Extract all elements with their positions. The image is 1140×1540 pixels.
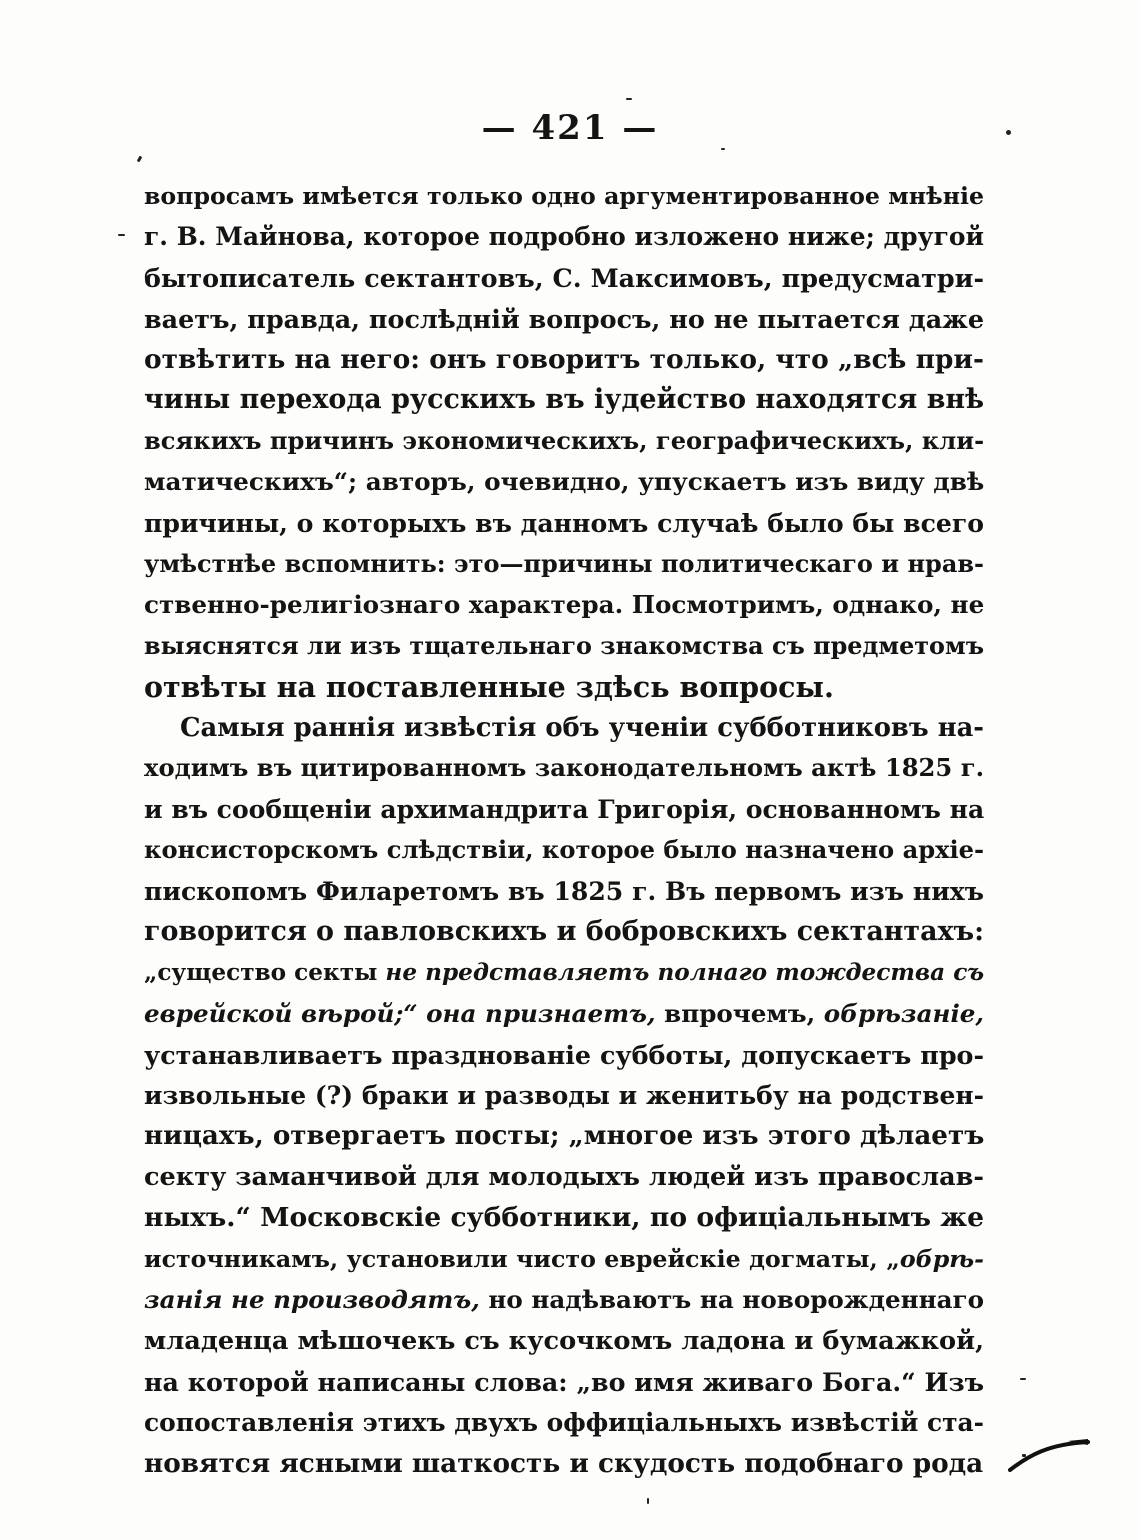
text-segment: всякихъ причинъ экономическихъ, географическихъ, кли- [144, 426, 985, 456]
text-line [144, 544, 984, 585]
text-segment: извольные (?) браки и разводы и женитьбу на родствен- [144, 1080, 984, 1110]
text-line [144, 1444, 984, 1485]
scan-speck [1006, 130, 1011, 135]
text-segment: впрочемъ, [655, 998, 824, 1028]
text-segment: говорится о павловскихъ и бобровскихъ сектантахъ: [144, 916, 985, 948]
text-line [144, 1362, 984, 1403]
text-line [144, 667, 984, 708]
text-segment: младенца мѣшочекъ съ кусочкомъ ладона и бумажкой, [144, 1325, 984, 1356]
italic-text-segment: обрѣзаніе, [823, 998, 984, 1028]
text-line [144, 1198, 984, 1239]
text-line [144, 1239, 984, 1280]
text-segment: ственно-религіознаго характера. Посмотримъ, однако, не [144, 589, 985, 619]
text-segment: выяснятся ли изъ тщательнаго знакомства съ предметомъ [144, 631, 984, 660]
text-segment: „существо секты [144, 958, 386, 986]
pen-stroke-mark [1008, 1436, 1090, 1472]
scan-speck [1020, 1378, 1026, 1380]
text-line [144, 380, 984, 421]
text-segment: и въ сообщеніи архимандрита Григорія, основанномъ на [144, 794, 985, 825]
text-segment: ваетъ, правда, послѣдній вопросъ, но не пытается даже [144, 303, 984, 334]
text-line [144, 708, 984, 749]
text-line [144, 1321, 984, 1362]
text-segment: на которой написаны слова: „во имя живаго Бога.“ Изъ [144, 1366, 984, 1397]
page-number: — 421 — [481, 108, 659, 148]
text-segment: умѣстнѣе вспомнить: это—причины политическаго и нрав- [144, 549, 984, 579]
text-segment: ницахъ, отвергаетъ посты; „многое изъ этого дѣлаетъ [144, 1120, 985, 1152]
italic-text-segment: не представляетъ полнаго тождества съ [385, 958, 985, 986]
text-line [144, 912, 984, 953]
text-line [144, 340, 984, 381]
text-segment: секту заманчивой для молодыхъ людей изъ православ- [144, 1162, 984, 1193]
text-line [144, 953, 984, 994]
text-line [144, 789, 984, 830]
scan-speck [118, 234, 125, 236]
text-segment: новятся ясными шаткость и скудость подобнаго рода [144, 1447, 984, 1479]
text-segment: вопросамъ имѣется только одно аргументированное мнѣніе [144, 182, 984, 210]
text-line [144, 1035, 984, 1076]
text-segment: г. В. Майнова, которое подробно изложено ниже; другой [144, 221, 984, 251]
scan-speck [647, 1498, 649, 1504]
text-segment: ходимъ въ цитированномъ законодательномъ актѣ 1825 г. [144, 753, 984, 783]
scan-speck [137, 156, 143, 163]
text-line [144, 176, 984, 217]
text-line [144, 299, 984, 340]
text-line [144, 1116, 984, 1157]
body-text [144, 176, 984, 1485]
text-line [144, 462, 984, 503]
scan-speck [721, 148, 725, 150]
italic-text-segment: обрѣ- [899, 1245, 984, 1274]
text-segment: причины, о которыхъ въ данномъ случаѣ было бы всего [144, 508, 984, 539]
text-segment: источникамъ, установили чисто еврейскіе догматы, „ [144, 1245, 900, 1274]
text-segment: отвѣтить на него: онъ говоритъ только, что „всѣ при- [144, 343, 984, 375]
text-line [144, 421, 984, 462]
text-segment: бытописатель сектантовъ, С. Максимовъ, предусматри- [144, 262, 984, 293]
text-segment: отвѣты на поставленные здѣсь вопросы. [144, 669, 834, 704]
text-line [144, 830, 984, 871]
text-line [144, 1157, 984, 1198]
text-segment: но надѣваютъ на новорожденнаго [479, 1285, 984, 1315]
text-line [144, 871, 984, 912]
text-line [144, 1280, 984, 1321]
text-segment: чины перехода русскихъ въ іудейство находятся внѣ [144, 384, 984, 416]
text-segment: ныхъ.“ Московскіе субботники, по офиціальнымъ же [144, 1202, 984, 1234]
text-segment: Самыя раннія извѣстія объ ученіи субботниковъ на- [180, 712, 984, 743]
text-line [144, 1076, 984, 1117]
text-line [144, 994, 984, 1035]
text-segment: матическихъ“; авторъ, очевидно, упускаетъ изъ виду двѣ [144, 467, 985, 497]
italic-text-segment: занія не производятъ, [144, 1285, 480, 1315]
text-line [144, 217, 984, 258]
text-line [144, 1403, 984, 1444]
text-line [144, 503, 984, 544]
text-segment: консисторскомъ слѣдствіи, которое было назначено архіе- [144, 835, 985, 865]
text-segment: сопоставленія этихъ двухъ оффиціальныхъ извѣстій ста- [144, 1407, 984, 1437]
text-line [144, 626, 984, 667]
text-line [144, 585, 984, 626]
text-segment: пископомъ Филаретомъ въ 1825 г. Въ первомъ изъ нихъ [144, 876, 984, 907]
scan-speck [626, 98, 632, 100]
text-line [144, 258, 984, 299]
italic-text-segment: еврейской вѣрой;“ она признаетъ, [144, 998, 656, 1028]
text-segment: устанавливаетъ празднованіе субботы, допускаетъ про- [144, 1039, 984, 1070]
text-line [144, 748, 984, 789]
